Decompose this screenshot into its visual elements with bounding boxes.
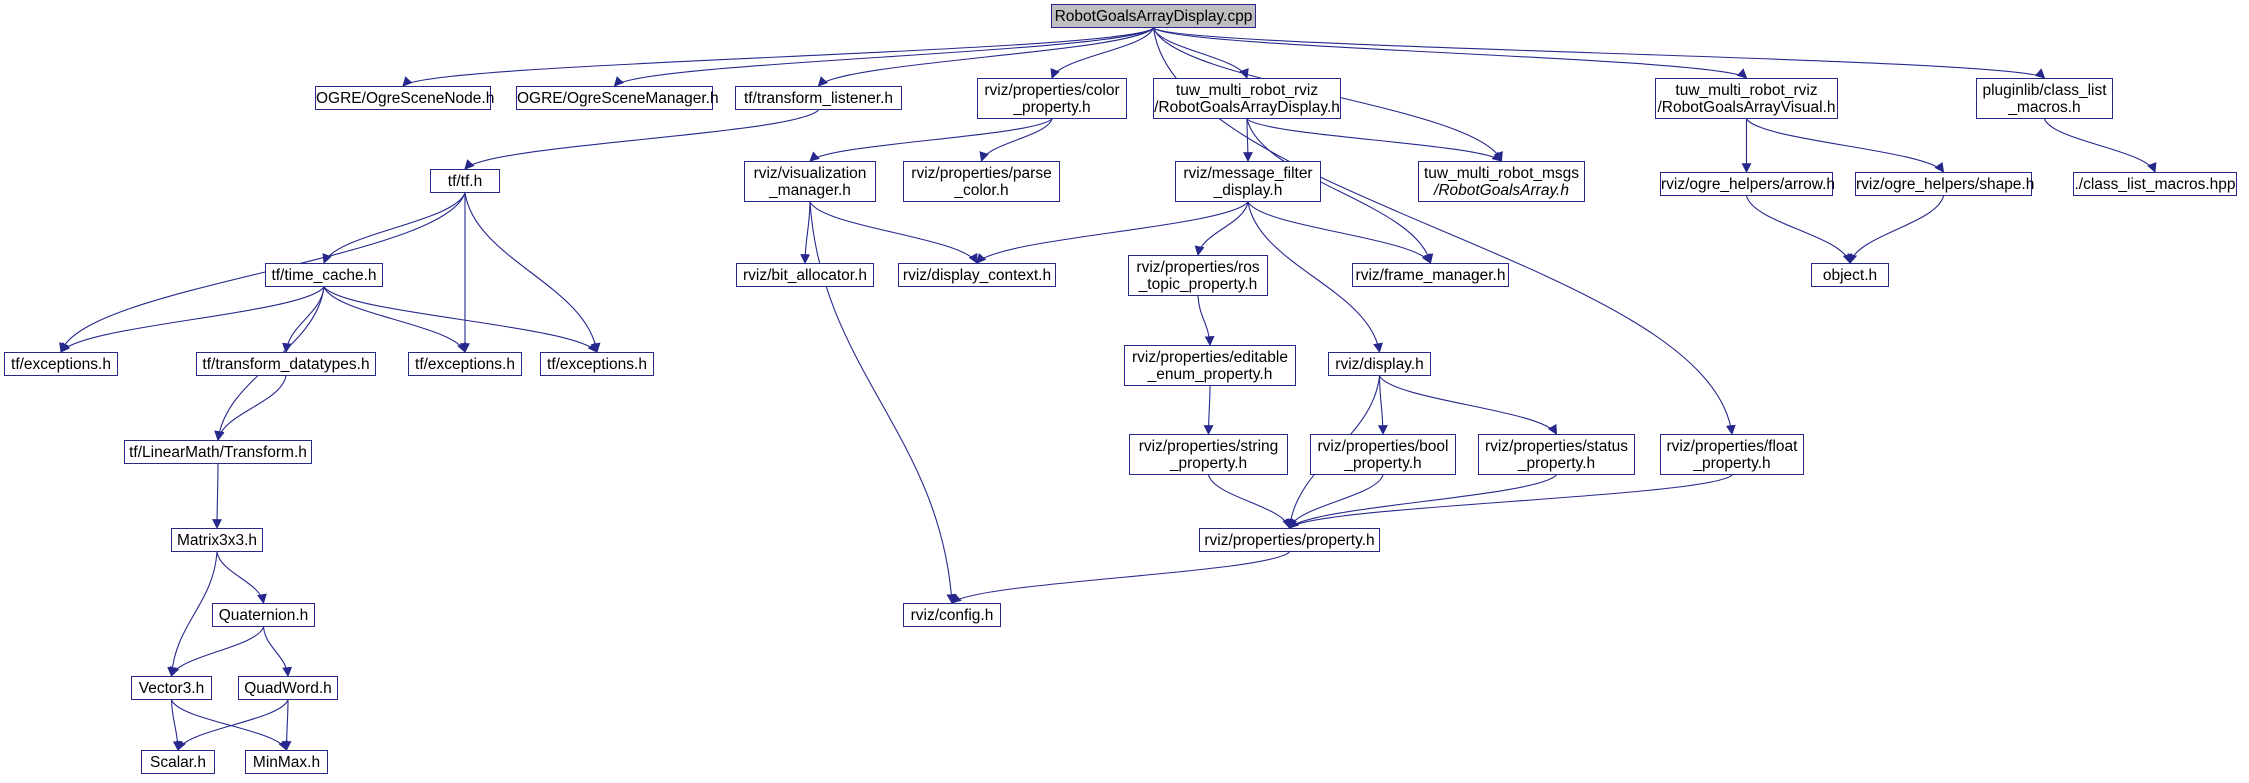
graph-edge bbox=[324, 287, 465, 352]
graph-node-label: Matrix3x3.h bbox=[176, 531, 258, 549]
graph-node-matrix3x3[interactable] bbox=[171, 528, 263, 552]
graph-node-object_h[interactable] bbox=[1811, 263, 1889, 287]
graph-edge bbox=[1747, 119, 1944, 172]
graph-edge bbox=[1290, 475, 1384, 528]
graph-node-label: rviz/properties/color _property.h bbox=[984, 81, 1120, 116]
graph-node-label: rviz/properties/status _property.h bbox=[1485, 437, 1628, 472]
graph-edge bbox=[2045, 119, 2156, 172]
graph-node-rviz_arrow[interactable] bbox=[1660, 172, 1836, 196]
graph-node-label: rviz/display.h bbox=[1335, 355, 1424, 373]
graph-node-label: rviz/properties/string _property.h bbox=[1138, 437, 1279, 472]
graph-node-label: tf/exceptions.h bbox=[11, 355, 111, 373]
graph-edge bbox=[61, 193, 465, 352]
graph-edge bbox=[1747, 196, 1851, 263]
graph-node-quaternion[interactable] bbox=[212, 603, 315, 627]
graph-node-label: ./class_list_macros.hpp bbox=[2074, 175, 2236, 193]
graph-edge bbox=[172, 700, 179, 750]
graph-edge bbox=[1209, 386, 1211, 434]
graph-edge bbox=[287, 700, 289, 750]
graph-edge bbox=[1198, 202, 1248, 255]
graph-edge bbox=[810, 202, 977, 263]
graph-node-label: RobotGoalsArrayDisplay.cpp bbox=[1054, 7, 1253, 25]
graph-node-tf_exceptions_1[interactable] bbox=[4, 352, 118, 376]
graph-node-rviz_frame_manager[interactable] bbox=[1352, 263, 1509, 287]
graph-edge bbox=[465, 193, 597, 352]
graph-node-label: MinMax.h bbox=[252, 753, 321, 771]
graph-edge bbox=[324, 193, 465, 263]
graph-edge bbox=[1380, 376, 1384, 434]
graph-node-rviz_editable_enum[interactable] bbox=[1124, 345, 1296, 386]
graph-edge bbox=[1198, 296, 1210, 345]
graph-node-minmax[interactable] bbox=[245, 750, 328, 774]
graph-node-tf_transform_datatypes[interactable] bbox=[196, 352, 376, 376]
graph-edge bbox=[324, 287, 597, 352]
graph-node-label: rviz/message_filter _display.h bbox=[1183, 164, 1313, 199]
graph-node-label: tf/exceptions.h bbox=[415, 355, 515, 373]
graph-edge bbox=[977, 202, 1248, 263]
graph-node-label: rviz/frame_manager.h bbox=[1355, 266, 1506, 284]
graph-edge bbox=[218, 376, 286, 440]
graph-node-rviz_config[interactable] bbox=[903, 603, 1001, 627]
graph-node-label: tf/transform_datatypes.h bbox=[202, 355, 370, 373]
graph-node-rviz_status_property[interactable] bbox=[1478, 434, 1635, 475]
graph-edge bbox=[1290, 475, 1557, 528]
graph-node-label: tf/time_cache.h bbox=[271, 266, 377, 284]
graph-node-rviz_property[interactable] bbox=[1199, 528, 1380, 552]
graph-edge bbox=[1247, 119, 1502, 161]
graph-node-label: object.h bbox=[1822, 266, 1878, 284]
graph-node-label: pluginlib/class_list _macros.h bbox=[1982, 81, 2107, 116]
graph-node-tf_time_cache[interactable] bbox=[265, 263, 383, 287]
graph-node-rviz_display_context[interactable] bbox=[898, 263, 1056, 287]
graph-edge bbox=[172, 627, 264, 676]
graph-edge bbox=[1052, 28, 1154, 78]
graph-node-label: rviz/bit_allocator.h bbox=[742, 266, 868, 284]
graph-node-tuw_msgs[interactable] bbox=[1418, 161, 1585, 202]
graph-node-label: rviz/display_context.h bbox=[902, 266, 1052, 284]
graph-edge bbox=[217, 464, 218, 528]
graph-node-rviz_bit_allocator[interactable] bbox=[736, 263, 874, 287]
graph-node-rviz_ros_topic_property[interactable] bbox=[1128, 255, 1268, 296]
graph-node-label: Quaternion.h bbox=[218, 606, 309, 624]
graph-node-label: rviz/properties/float _property.h bbox=[1666, 437, 1798, 472]
graph-node-vector3[interactable] bbox=[131, 676, 212, 700]
graph-node-rviz_msg_filter_display[interactable] bbox=[1175, 161, 1321, 202]
graph-edge bbox=[1247, 119, 1248, 161]
graph-node-rviz_shape[interactable] bbox=[1855, 172, 2035, 196]
graph-node-label: tf/transform_listener.h bbox=[743, 89, 894, 107]
graph-node-rviz_parse_color[interactable] bbox=[903, 161, 1060, 202]
graph-edge bbox=[805, 202, 810, 263]
graph-node-label: rviz/ogre_helpers/arrow.h bbox=[1661, 175, 1836, 193]
graph-node-root[interactable] bbox=[1051, 4, 1256, 28]
graph-node-label: tuw_multi_robot_rviz /RobotGoalsArrayDisplay.h bbox=[1154, 81, 1340, 116]
graph-node-tf_linearmath_transform[interactable] bbox=[124, 440, 312, 464]
graph-edge bbox=[264, 627, 289, 676]
graph-edge bbox=[952, 552, 1290, 603]
graph-edge bbox=[1248, 202, 1431, 263]
graph-node-label: Vector3.h bbox=[138, 679, 205, 697]
graph-node-rviz_display_h[interactable] bbox=[1328, 352, 1431, 376]
graph-edge bbox=[178, 700, 288, 750]
graph-node-label: rviz/properties/bool _property.h bbox=[1317, 437, 1449, 472]
graph-node-ogre_scenenode[interactable] bbox=[315, 86, 495, 110]
graph-node-class_list_macros_hpp[interactable] bbox=[2073, 172, 2237, 196]
graph-node-tuw_visual_h[interactable] bbox=[1655, 78, 1838, 119]
graph-node-rviz_vis_manager[interactable] bbox=[744, 161, 876, 202]
graph-edge bbox=[1850, 196, 1944, 263]
graph-edge bbox=[1154, 28, 1747, 78]
graph-node-label: OGRE/OgreSceneNode.h bbox=[316, 89, 495, 107]
graph-node-rviz_bool_property[interactable] bbox=[1310, 434, 1456, 475]
graph-edge bbox=[1209, 475, 1290, 528]
graph-node-label: rviz/properties/ros _topic_property.h bbox=[1136, 258, 1260, 293]
graph-node-rviz_float_property[interactable] bbox=[1660, 434, 1804, 475]
graph-node-label: tuw_multi_robot_msgs /RobotGoalsArray.h bbox=[1423, 164, 1580, 199]
graph-edge bbox=[61, 287, 324, 352]
graph-node-tuw_display_h[interactable] bbox=[1153, 78, 1341, 119]
graph-node-tf_exceptions_2[interactable] bbox=[408, 352, 522, 376]
graph-node-label: tuw_multi_robot_rviz /RobotGoalsArrayVisual.h bbox=[1657, 81, 1836, 116]
graph-edge bbox=[1154, 28, 2045, 78]
graph-node-quadword[interactable] bbox=[238, 676, 338, 700]
graph-node-label: tf/exceptions.h bbox=[547, 355, 647, 373]
graph-node-tf_tf_h[interactable] bbox=[430, 169, 500, 193]
graph-node-label: rviz/config.h bbox=[910, 606, 994, 624]
graph-node-tf_exceptions_3[interactable] bbox=[540, 352, 654, 376]
graph-node-label: rviz/visualization _manager.h bbox=[753, 164, 867, 199]
graph-node-label: rviz/properties/property.h bbox=[1204, 531, 1375, 549]
graph-edge bbox=[1290, 475, 1733, 528]
graph-node-label: QuadWord.h bbox=[244, 679, 332, 697]
graph-node-label: rviz/properties/editable _enum_property.h bbox=[1132, 348, 1288, 383]
graph-edge bbox=[1154, 28, 1248, 78]
graph-node-tf_transform_listener[interactable] bbox=[735, 86, 902, 110]
graph-node-ogre_scenemanager[interactable] bbox=[516, 86, 719, 110]
graph-node-rviz_string_property[interactable] bbox=[1129, 434, 1288, 475]
graph-edge bbox=[1380, 376, 1557, 434]
graph-node-pluginlib_class_list[interactable] bbox=[1976, 78, 2113, 119]
graph-node-label: OGRE/OgreSceneManager.h bbox=[517, 89, 719, 107]
graph-node-label: tf/tf.h bbox=[447, 172, 483, 190]
graph-node-scalar[interactable] bbox=[141, 750, 215, 774]
graph-node-rviz_color_property[interactable] bbox=[977, 78, 1127, 119]
graph-edge bbox=[217, 552, 264, 603]
graph-edge bbox=[172, 700, 287, 750]
graph-node-label: rviz/ogre_helpers/shape.h bbox=[1856, 175, 2035, 193]
graph-edge bbox=[286, 287, 324, 352]
graph-edge bbox=[172, 552, 218, 676]
graph-node-label: Scalar.h bbox=[149, 753, 206, 771]
graph-node-label: tf/LinearMath/Transform.h bbox=[129, 443, 307, 461]
graph-edge bbox=[810, 119, 1052, 161]
graph-node-label: rviz/properties/parse _color.h bbox=[911, 164, 1052, 199]
graph-edge bbox=[982, 119, 1053, 161]
